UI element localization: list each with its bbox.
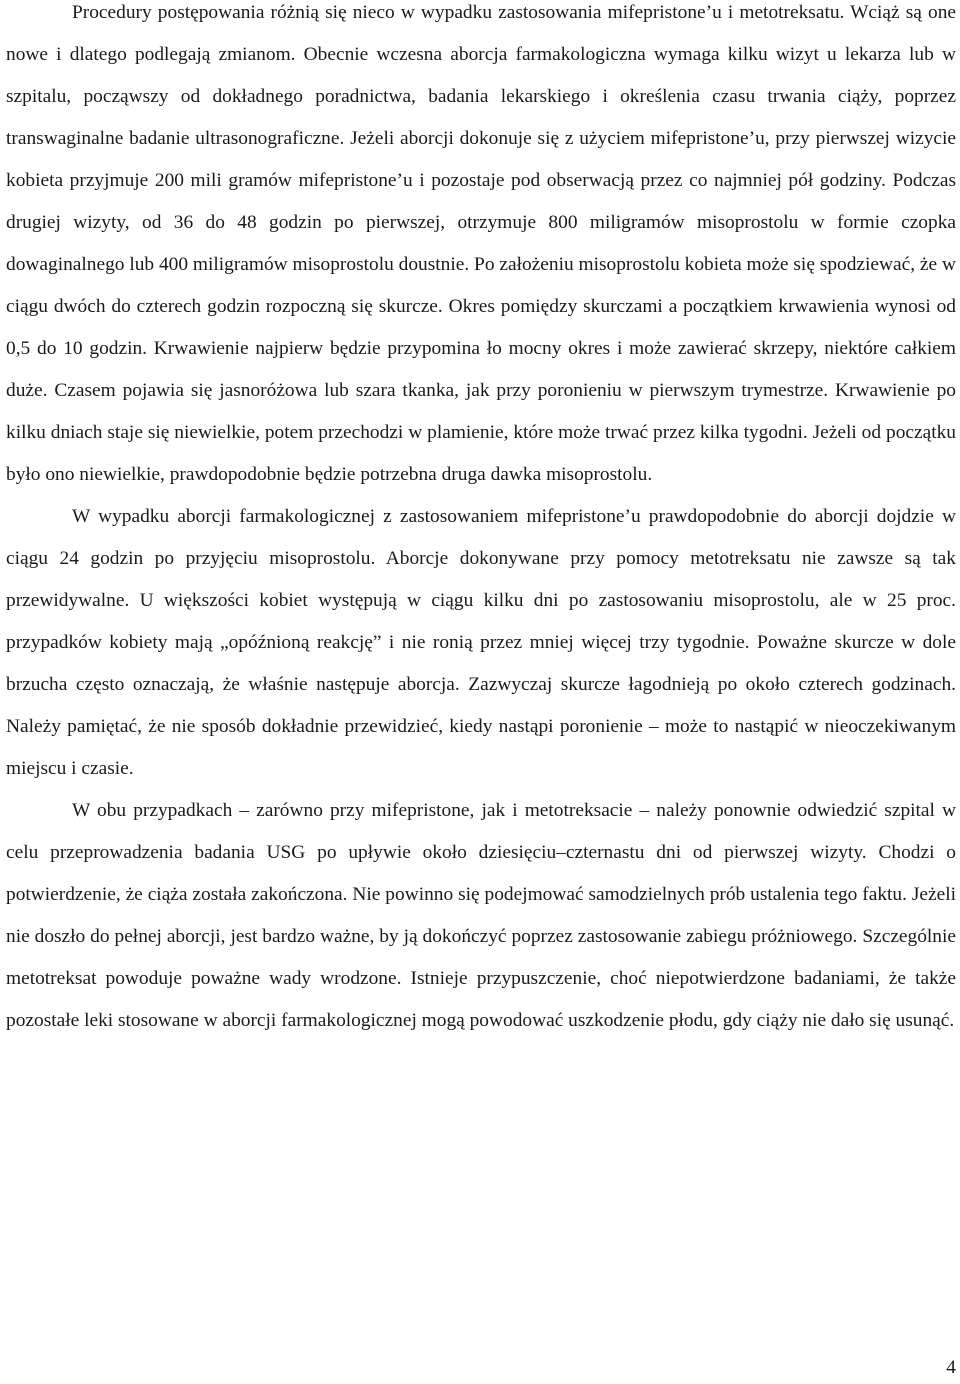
paragraph-procedures: Procedury postępowania różnią się nieco w wypadku zastosowania mifepristone’u i metotreksatu. Wciąż są one nowe i dlatego podlegają zmianom. Obecnie wczesna aborcja farmakologiczna wymaga kilku wizyt u lekarza lub w szpitalu, począwszy od dokładnego poradnictwa, badania lekarskiego i określenia czasu trwania ciąży, poprzez transwaginalne badanie ultrasonograficzne. Jeżeli aborcji dokonuje się z użyciem mifepristone’u, przy pierwszej wizycie kobieta przyjmuje 200 mili gramów mifepristone’u i pozostaje pod obserwacją przez co najmniej pół godziny. Podczas drugiej wizyty, od 36 do 48 godzin po pierwszej, otrzymuje 800 miligramów misoprostolu w formie czopka dowaginalnego lub 400 miligramów misoprostolu doustnie. Po założeniu misoprostolu kobieta może się spodziewać, że w ciągu dwóch do czterech godzin rozpoczną się skurcze. Okres pomiędzy skurczami a początkiem krwawienia wynosi od 0,5 do 10 godzin. Krwawienie najpierw będzie przypomina ło mocny okres i może zawierać skrzepy, niektóre całkiem duże. Czasem pojawia się jasnoróżowa lub szara tkanka, jak przy poronieniu w pierwszym trymestrze. Krwawienie po kilku dniach staje się niewielkie, potem przechodzi w plamienie, które może trwać przez kilka tygodni. Jeżeli od początku było ono niewielkie, prawdopodobnie będzie potrzebna druga dawka misoprostolu. [6, 2, 956, 485]
page-number: 4 [946, 1357, 956, 1378]
paragraph-abortion-timing: W wypadku aborcji farmakologicznej z zastosowaniem mifepristone’u prawdopodobnie do aborcji dojdzie w ciągu 24 godzin po przyjęciu misoprostolu. Aborcje dokonywane przy pomocy metotreksatu nie zawsze są tak przewidywalne. U większości kobiet występują w ciągu kilku dni po zastosowaniu misoprostolu, ale w 25 proc. przypadków kobiety mają „opóźnioną reakcję” i nie ronią przez mniej więcej trzy tygodnie. Poważne skurcze w dole brzucha często oznaczają, że właśnie następuje aborcja. Zazwyczaj skurcze łagodnieją po około czterech godzinach. Należy pamiętać, że nie sposób dokładnie przewidzieć, kiedy nastąpi poronienie – może to nastąpić w nieoczekiwanym miejscu i czasie. [6, 506, 956, 779]
paragraph-follow-up-visit: W obu przypadkach – zarówno przy mifepristone, jak i metotreksacie – należy ponownie odwiedzić szpital w celu przeprowadzenia badania USG po upływie około dziesięciu–czternastu dni od pierwszej wizyty. Chodzi o potwierdzenie, że ciąża została zakończona. Nie powinno się podejmować samodzielnych prób ustalenia tego faktu. Jeżeli nie doszło do pełnej aborcji, jest bardzo ważne, by ją dokończyć poprzez zastosowanie zabiegu próżniowego. Szczególnie metotreksat powoduje poważne wady wrodzone. Istnieje przypuszczenie, choć niepotwierdzone badaniami, że także pozostałe leki stosowane w aborcji farmakologicznej mogą powodować uszkodzenie płodu, gdy ciąży nie dało się usunąć. [6, 800, 956, 1031]
document-page [6, 0, 956, 1042]
